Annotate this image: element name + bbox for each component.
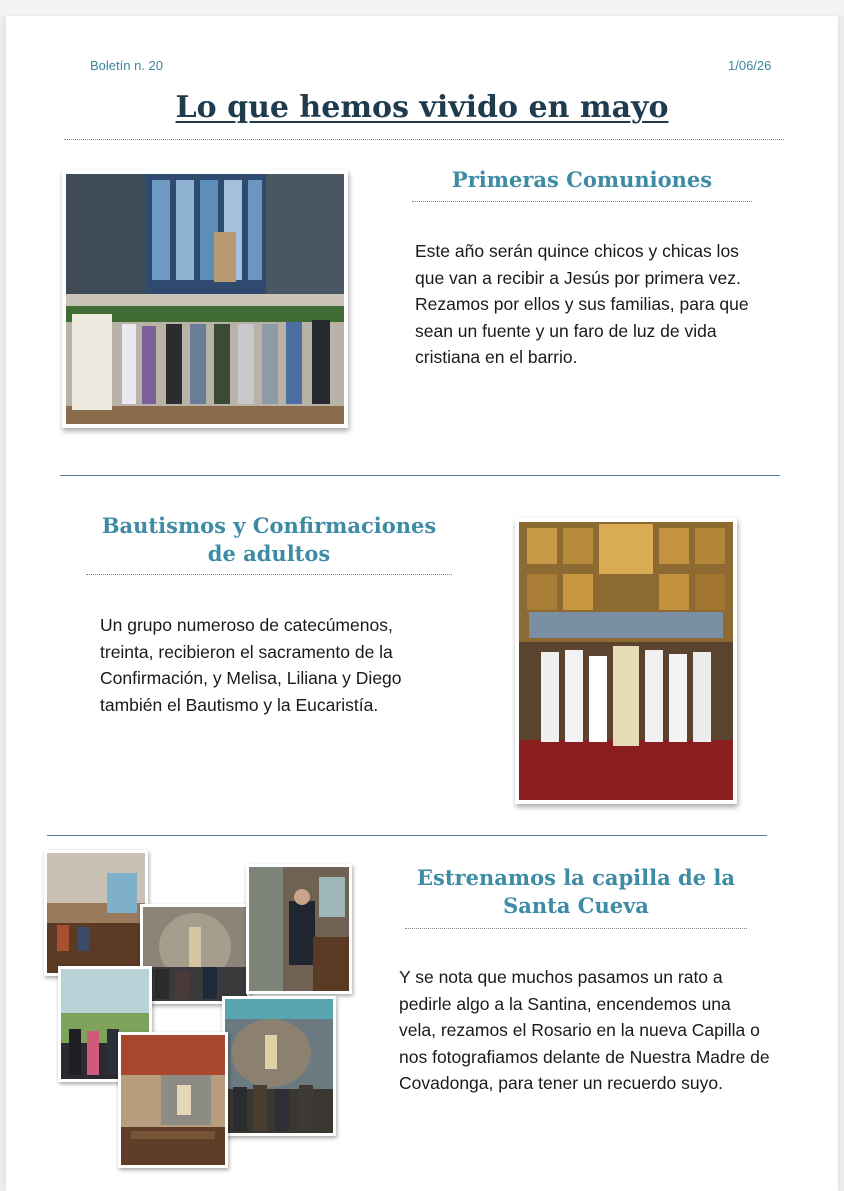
first-communion-photo xyxy=(62,170,348,428)
section-heading-baptisms: Bautismos y Confirmaciones de adultos xyxy=(101,513,437,566)
section-rule-1 xyxy=(60,475,780,476)
section-divider-chapel xyxy=(405,928,747,929)
bulletin-date: 1/06/26 xyxy=(728,58,772,73)
chapel-collage-photo-2 xyxy=(140,904,250,1004)
title-divider xyxy=(64,139,784,140)
chapel-collage-photo-5 xyxy=(222,996,336,1136)
section-text-chapel: Y se nota que muchos pasamos un rato a pedirle algo a la Santina, encendemos una vela, rezamos el Rosario en la nueva Capilla o nos fotografiamos delante de Nuestra Madre de Covadonga, para tener un recuerdo suyo. xyxy=(399,967,770,1093)
section-text-baptisms: Un grupo numeroso de catecúmenos, treinta, recibieron el sacramento de la Confirmación, y Melisa, Liliana y Diego también el Bautismo y la Eucaristía. xyxy=(100,615,402,715)
chapel-collage-photo-6 xyxy=(118,1032,228,1168)
chapel-collage-photo-3 xyxy=(246,864,352,994)
bulletin-number: Boletín n. 20 xyxy=(90,58,163,73)
confirmation-photo xyxy=(515,518,737,804)
section-heading-communions: Primeras Comuniones xyxy=(451,167,713,192)
chapel-collage-photo-1 xyxy=(44,850,148,976)
section-divider-baptisms xyxy=(86,574,452,575)
section-text-communions: Este año serán quince chicos y chicas los que van a recibir a Jesús por primera vez. Rezamos por ellos y sus familias, para que sean un fuente y un faro de luz de vida cristiana en el barrio. xyxy=(415,241,749,367)
top-strip xyxy=(0,0,844,16)
section-divider-communions xyxy=(412,201,752,202)
section-rule-2 xyxy=(47,835,767,836)
page-title: Lo que hemos vivido en mayo xyxy=(175,90,669,125)
section-heading-chapel: Estrenamos la capilla de la Santa Cueva xyxy=(417,865,735,918)
